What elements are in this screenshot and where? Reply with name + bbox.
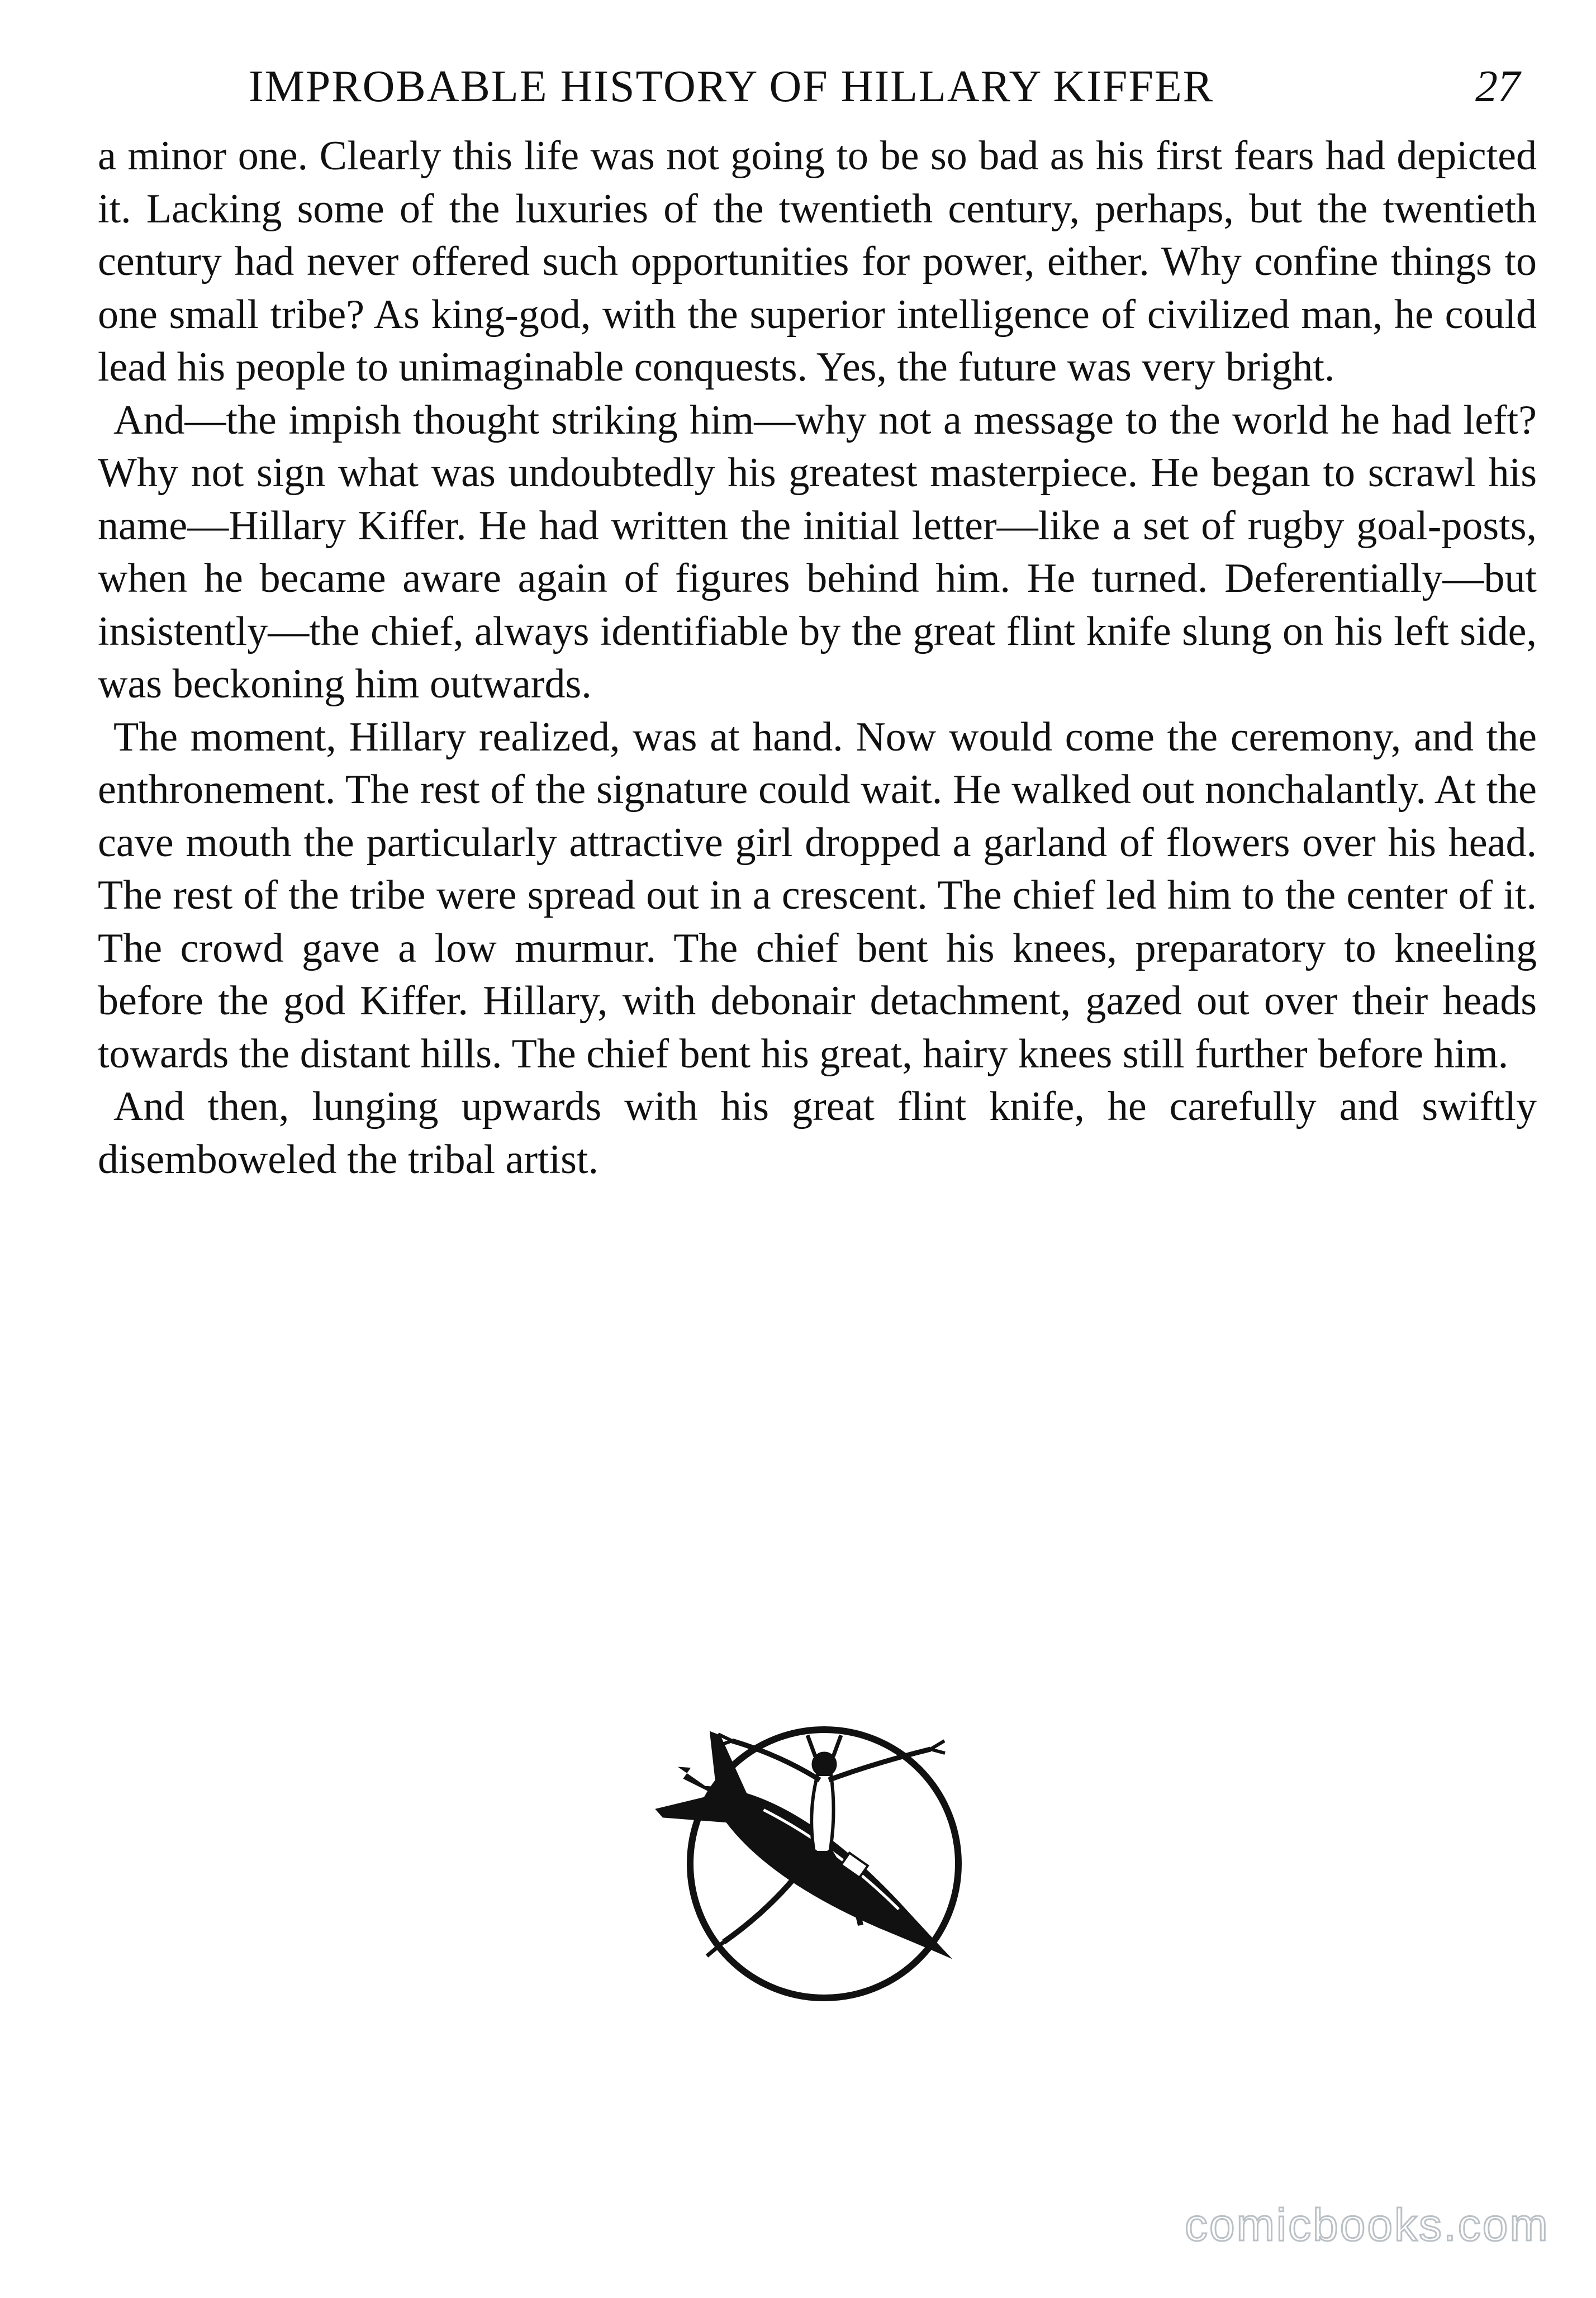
paragraph-2: And—the impish thought striking him—why not a message to the world he had left? Why not sign what was undoubtedly his greatest masterpiece. He began to scrawl his name—Hillary Kiffer. He had written the initial letter—like a set of rugby goal-posts, when he became aware again of figures behind him. He turned. Deferentially—but insistently—the chief, always identifiable by the great flint knife slung on his left side, was beckoning him outwards. (98, 397, 1537, 707)
body-text (98, 130, 1537, 1186)
page-number: 27 (1475, 62, 1520, 111)
running-title: IMPROBABLE HISTORY OF HILLARY KIFFER (249, 62, 1214, 111)
paragraph-4: And then, lunging upwards with his great flint knife, he carefully and swiftly disemboweled the tribal artist. (98, 1084, 1537, 1183)
rocket-rider-colophon-icon (640, 1702, 986, 2015)
paragraph-1: a minor one. Clearly this life was not going to be so bad as his first fears had depicted it. Lacking some of the luxuries of the twentieth century, perhaps, but the twentieth century had never offered such opportunities for power, either. Why confine things to one small tribe? As king-god, with the superior intelligence of civilized man, he could lead his people to unimaginable conquests. Yes, the future was very bright. (98, 133, 1537, 390)
paragraph-3: The moment, Hillary realized, was at hand. Now would come the ceremony, and the enthronement. The rest of the signature could wait. He walked out nonchalantly. At the cave mouth the particularly attractive girl dropped a garland of flowers over his head. The rest of the tribe were spread out in a crescent. The chief led him to the center of it. The crowd gave a low murmur. The chief bent his knees, preparatory to kneeling before the god Kiffer. Hillary, with debonair detachment, gazed out over their heads towards the distant hills. The chief bent his great, hairy knees still further before him. (98, 714, 1537, 1077)
running-head (0, 53, 1596, 120)
watermark: comicbooks.com (1185, 2200, 1550, 2250)
